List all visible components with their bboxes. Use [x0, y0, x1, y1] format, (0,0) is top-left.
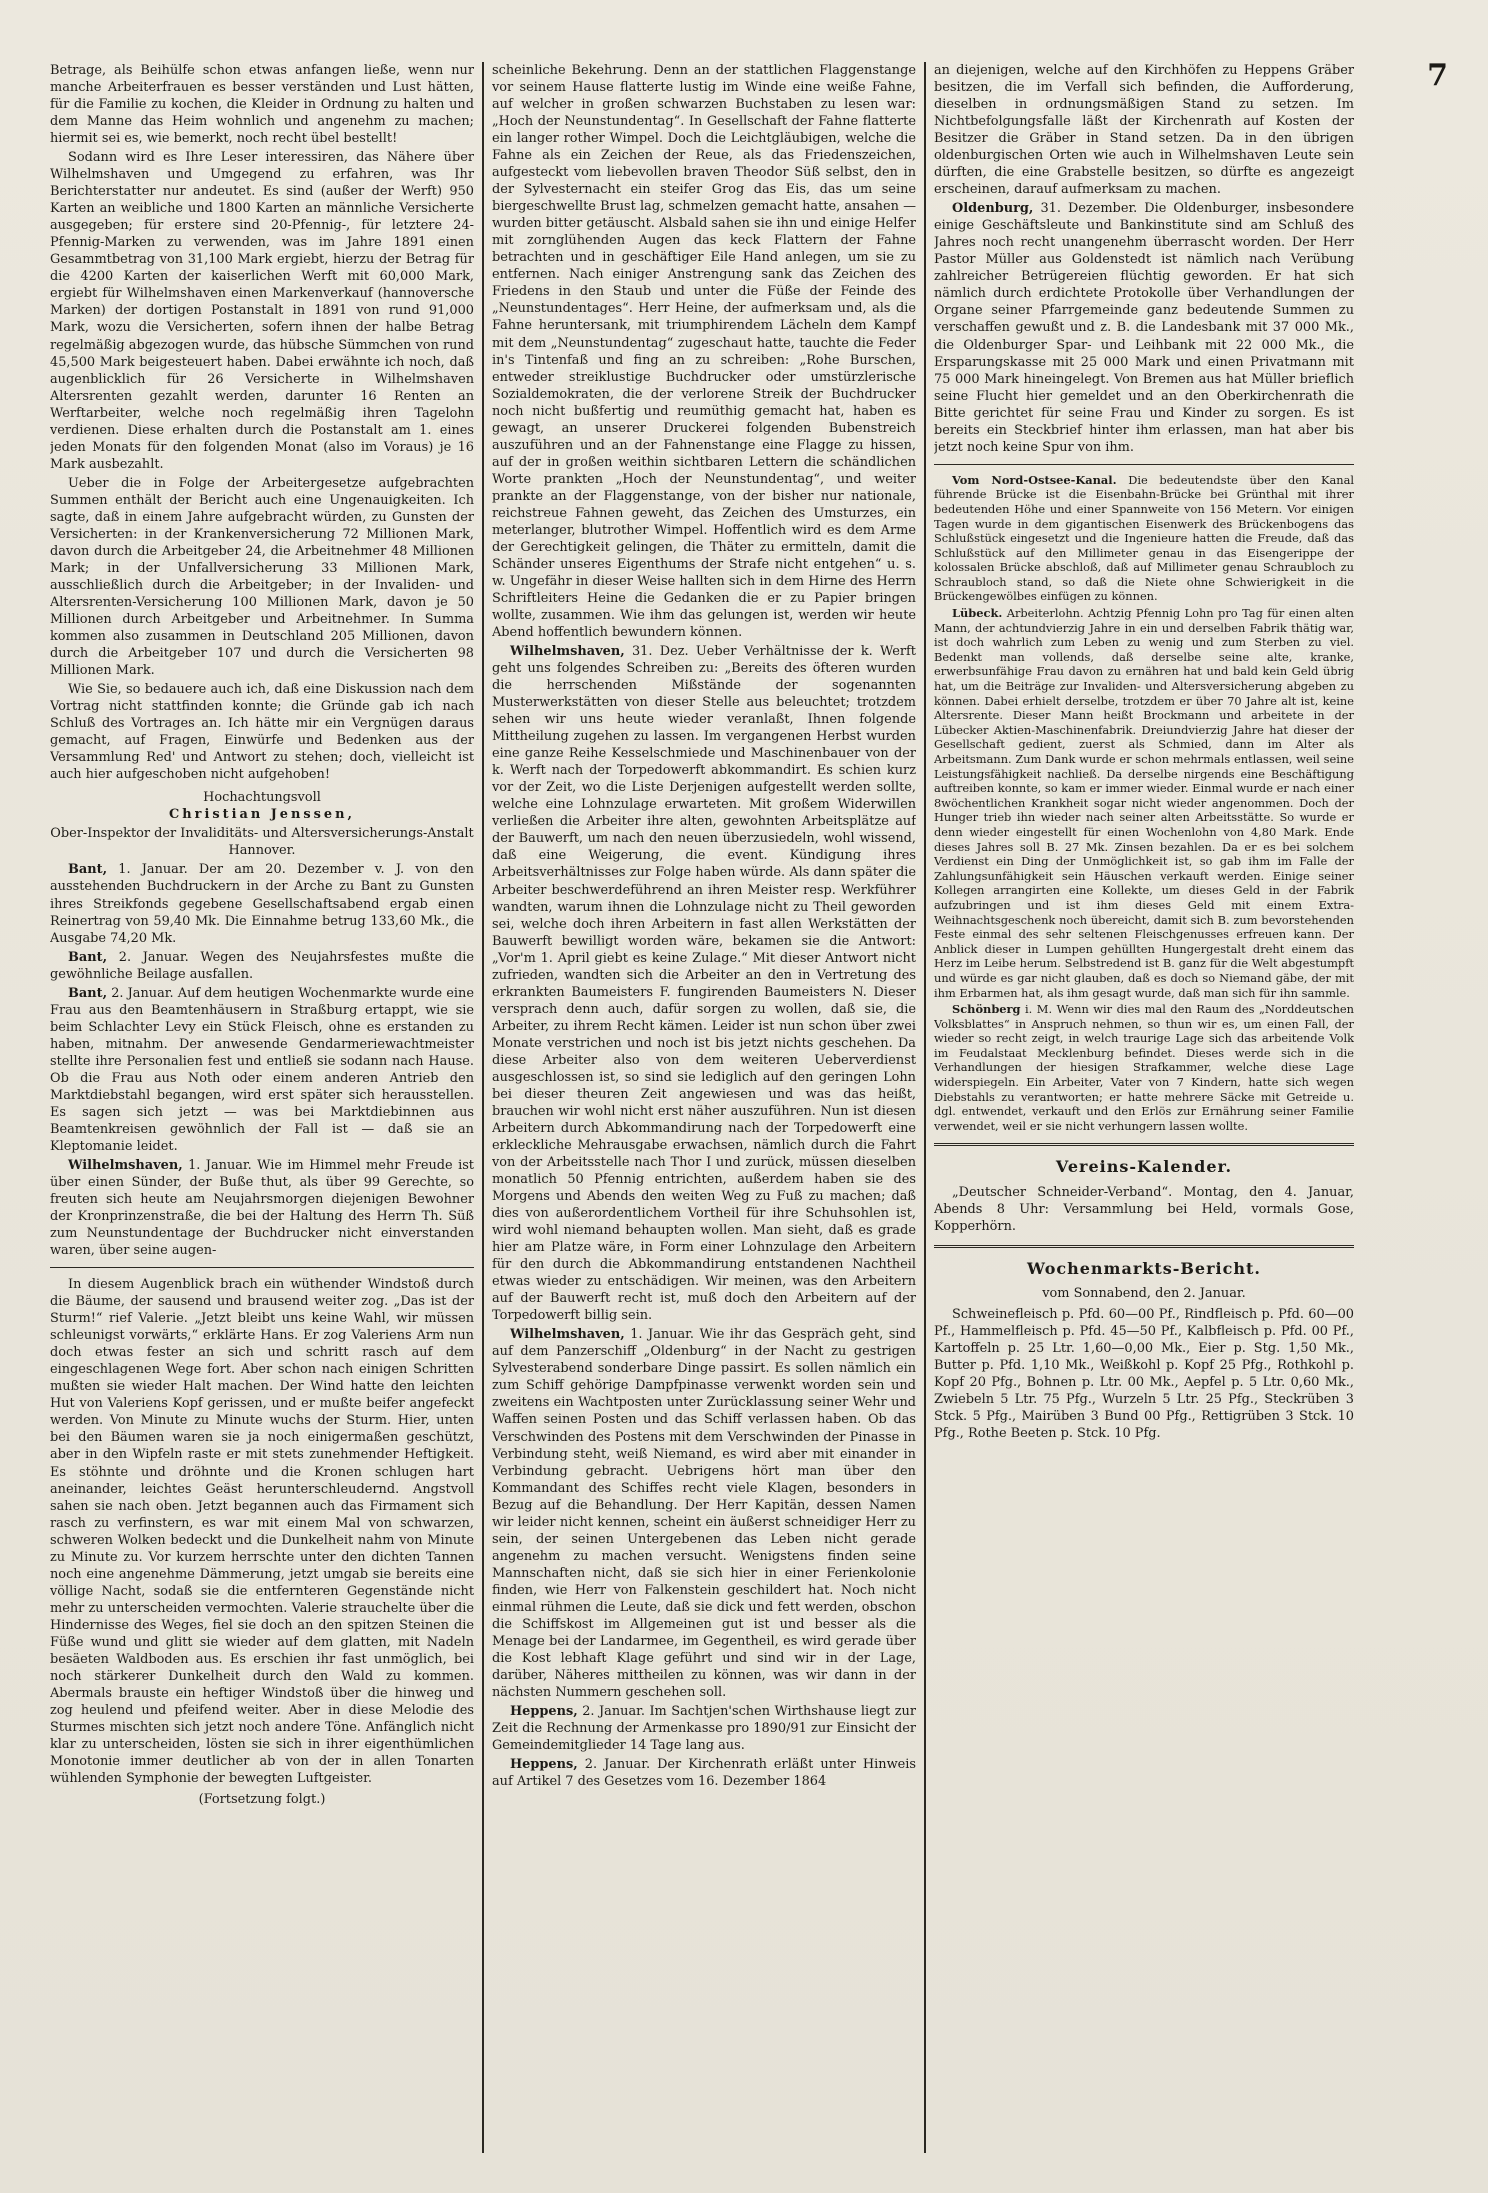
column-rule: [924, 62, 926, 2153]
news-item: scheinliche Bekehrung. Denn an der stattlichen Flaggenstange vor seinem Hause flatterte lustig im Winde eine weiße Fahne, auf welcher in großen schwarzen Buchstaben zu lesen war: „Hoch der Neunstundentag“. In Gesellschaft der Fahne flatterte ein langer rother Wimpel. Doch die Leichtgläubigen, welche die Fahne als ein Zeichen der Reue, als das Friedenszeichen, aufgesteckt vom liebevollen braven Theodor Süß selbst, den in der Sylvesternacht ein steifer Grog das Eis, das um seine biergeschwellte Brust lag, schmelzen gemacht hatte, ansahen — wurden bitter getäuscht. Alsbald sahen sie ihn und einige Helfer mit zornglühenden Augen das keck Flattern der Fahne betrachten und in geschäftiger Eile Hand anlegen, um sie zu entfernen. Nach einiger Anstrengung sank das Zeichen des Friedens in den Staub und unter die Füße der Feinde des „Neunstundentages“. Herr Heine, der aufmerksam und, als die Fahne heruntersank, mit triumphirendem Lächeln dem Kampf mit dem „Neunstundentag“ zugeschaut hatte, tauchte die Feder in's Tintenfaß und fing an zu schreiben: „Rohe Burschen, entweder streiklustige Buchdrucker oder umstürzlerische Sozialdemokraten, die der verlorene Streik der Buchdrucker noch nicht bußfertig und reumüthig gemacht hat, haben es gewagt, an unserer Druckerei folgenden Bubenstreich auszuführen und an der Fahnenstange eine Flagge zu hissen, auf der in großen weithin sichtbaren Lettern die schändlichen Worte prankten „Hoch der Neunstundentag“, und weiter prankte an der Flaggenstange, von der bisher nur nationale, reichstreue Fahnen geweht, das Zeichen des Umsturzes, ein meterlanger, blutrother Wimpel. Hoffentlich wird es dem Arme der Gerechtigkeit gelingen, die Thäter zu ermitteln, damit die Schänder unseres Eigenthums der Strafe nicht entgehen“ u. s. w. Ungefähr in dieser Weise hallten sich in dem Hirne des Herrn Schriftleiters Heine die Gedanken die er zu Papier bringen wollte, zusammen. Wie ihm das gelungen ist, werden wir heute Abend hoffentlich bewundern können.: [492, 63, 916, 641]
news-item: Lübeck. Arbeiterlohn. Achtzig Pfennig Lohn pro Tag für einen alten Mann, der achtundvierzig Jahre in ein und derselben Fabrik thätig war, ist doch wahrlich zum Leben zu wenig und zum Sterben zu viel. Bedenkt man vollends, daß derselbe seine alte, kranke, erwerbsunfähige Frau davon zu ernähren hat und bald kein Geld übrig hat, um die Beiträge zur Invaliden- und Altersversicherung abgeben zu können. Dabei erhielt derselbe, trotzdem er über 70 Jahre alt ist, keine Altersrente. Dieser Mann heißt Brockmann und arbeitete in der Lübecker Aktien-Maschinenfabrik. Dreiundvierzig Jahre hat dieser der Gesellschaft gedient, zuerst als Schmied, dann im Alter als Arbeitsmann. Zum Dank wurde er schon mehrmals entlassen, weil seine Leistungsfähigkeit nachließ. Da derselbe nirgends eine Beschäftigung auftreiben konnte, so kam er immer wieder. Einmal wurde er nach einer 8wöchentlichen Krankheit sogar nicht wieder angenommen. Doch der Hunger trieb ihn wieder nach seiner alten Arbeitsstätte. So wurde er denn wieder eingestellt für einen Wochenlohn von 4,80 Mark. Ende dieses Jahres soll B. 27 Mk. Zinsen bezahlen. Da er es bei solchem Verdienst ein Ding der Unmöglichkeit ist, so gab ihm im Falle der Zahlungsunfähigkeit sein Häuschen verkauft werden. Einige seiner Kollegen arrangirten eine Kollekte, um dieses Geld in der Fabrik aufzubringen und ist ihm dieses Geld mit einem Extra-Weihnachtsgeschenk noch übereicht, damit sich B. zum bevorstehenden Feste einmal des sehr seltenen Fleischgenusses erfreuen kann. Der Anblick dieser in Lumpen gehüllten Hungergestalt dreht einem das Herz im Leibe herum. Selbstredend ist B. ganz für die Welt abgestumpft und würde es gar nicht glauben, daß es doch so Niemand gäbe, der mit ihm Erbarmen hat, als ihm gesagt wurde, daß man sich für ihn sammle.: [934, 606, 1354, 1000]
page-number: 7: [1427, 58, 1448, 93]
news-item: Heppens, 2. Januar. Im Sachtjen'schen Wirthshause liegt zur Zeit die Rechnung der Armenkasse pro 1890/91 zur Einsicht der Gemeindemitglieder 14 Tage lang aus.: [492, 1704, 916, 1754]
dateline: Wilhelmshaven,: [510, 644, 625, 660]
news-item: Wilhelmshaven, 1. Januar. Wie im Himmel mehr Freude ist über einen Sünder, der Buße thut, als über 99 Gerechte, so freuten sich heute am Neujahrsmorgen diejenigen Bewohner der Kronprinzenstraße, die bei der Haltung des Herrn Th. Süß zum Neunstundentage der Buchdrucker nicht einverstanden waren, über seine augen-: [50, 1157, 474, 1259]
signature-name: Christian Jenssen,: [169, 807, 355, 823]
letter-paragraph: Sodann wird es Ihre Leser interessiren, das Nähere über Wilhelmshaven und Umgegend zu erfahren, was Ihr Berichterstatter nur andeutet. Es sind (außer der Werft) 950 Karten an weibliche und 1800 Karten an männliche Versicherte ausgegeben; für erstere sind 20-Pfennig-, für letztere 24-Pfennig-Marken zu verwenden, was im Jahre 1891 einen Gesammtbetrag von 31,100 Mark ergiebt, hierzu der Betrag für die 4200 Karten der kaiserlichen Werft mit 60,000 Mark, ergiebt für Wilhelmshaven einen Markenverkauf (hannoversche Marken) der dortigen Postanstalt in 1891 von rund 91,000 Mark, wozu die Versicherten, sofern ihnen der halbe Betrag regelmäßig abgezogen wurde, das hübsche Sümmchen von rund 45,500 Mark beigesteuert haben. Dabei erwähnte ich noch, daß augenblicklich für 26 Versicherte in Wilhelmshaven Altersrenten gezahlt werden, darunter 16 Renten an Werftarbeiter, welche noch regelmäßig ihren Tagelohn verdienen. Diese erhalten durch die Postanstalt am 1. eines jeden Monats für den folgenden Monat (also im Voraus) je 16 Mark ausbezahlt.: [50, 150, 474, 472]
dateline: Wilhelmshaven,: [510, 1327, 625, 1343]
section-rule: [934, 464, 1354, 465]
letter-paragraph: Wie Sie, so bedauere auch ich, daß eine Diskussion nach dem Vortrag nicht stattfinden konnte; die Gründe gab ich nach Schluß des Vortrages an. Ich hätte mir ein Vergnügen daraus gemacht, auf Fragen, Einwürfe und Bedenken aus der Versammlung Red' und Antwort zu stehen; doch, vielleicht ist auch hier aufgeschoben nicht aufgehoben!: [50, 682, 474, 783]
section-rule: [50, 1267, 474, 1268]
dateline: Vom Nord-Ostsee-Kanal.: [952, 472, 1117, 487]
section-rule: [934, 1143, 1354, 1146]
market-report-title: Wochenmarkts-Bericht.: [1027, 1258, 1261, 1278]
letter-paragraph: Betrage, als Beihülfe schon etwas anfangen ließe, wenn nur manche Arbeiterfrauen es besser verständen und Lust hätten, für die Familie zu kochen, die Kleider in Ordnung zu halten und dem Manne das Heim wohnlich und angenehm zu machen; hiermit sei es, wie bemerkt, noch recht übel bestellt!: [50, 63, 474, 147]
dateline: Heppens,: [510, 1704, 578, 1719]
market-report-prices: Schweinefleisch p. Pfd. 60—00 Pf., Rindfleisch p. Pfd. 60—00 Pf., Hammelfleisch p. Pfd. 45—50 Pf., Kalbfleisch p. Pfd. 00 Pf., Kartoffeln p. 25 Ltr. 1,60—0,00 Mk., Eier p. Stg. 1,50 Mk., Butter p. Pfd. 1,10 Mk., Weißkohl p. Kopf 25 Pfg., Rothkohl p. Kopf 20 Pfg., Bohnen p. Ltr. 00 Mk., Aepfel p. 5 Ltr. 0,60 Mk., Zwiebeln 5 Ltr. 75 Pfg., Wurzeln 5 Ltr. 25 Pfg., Steckrüben 3 Stck. 5 Pfg., Mairüben 3 Bund 00 Pfg., Rettigrüben 3 Stck. 10 Pfg., Rothe Beeten p. Stck. 10 Pfg.: [934, 1306, 1354, 1441]
column-2: [492, 62, 916, 2163]
news-item: Bant, 2. Januar. Auf dem heutigen Wochenmarkte wurde eine Frau aus den Beamtenhäusern in Straßburg ertappt, wie sie beim Schlachter Levy ein Stück Fleisch, ohne es erstanden zu haben, mitnahm. Der anwesende Gendarmeriewachtmeister stellte ihre Personalien fest und entließ sie sodann nach Hause. Ob die Frau aus Noth oder einem anderen Antrieb den Marktdiebstahl begangen, wird erst später sich herausstellen. Es sagen sich jetzt — was bei Marktdiebinnen aus Beamtenkreisen gewöhnlich der Fall ist — daß sie an Kleptomanie leidet.: [50, 985, 474, 1154]
news-item: an diejenigen, welche auf den Kirchhöfen zu Heppens Gräber besitzen, die im Verfall sich befinden, die Aufforderung, dieselben in ordnungsmäßigen Stand zu setzen. Im Nichtbefolgungsfalle läßt der Kirchenrath auf Kosten der Besitzer die Gräber in Stand setzen. Da in den übrigen oldenburgischen Orten wie auch in Wilhelmshaven Leute sein dürften, die eine Grabstelle besitzen, so dürfte es angezeigt erscheinen, darauf aufmerksam zu machen.: [934, 63, 1354, 198]
column-1: [50, 62, 474, 2163]
news-item: Schönberg i. M. Wenn wir dies mal den Raum des „Norddeutschen Volksblattes“ in Anspruch nehmen, so thun wir es, um einen Fall, der wieder so recht zeigt, in welch traurige Lage sich das arbeitende Volk im Feudalstaat Mecklenburg befindet. Dieses werde sich in die Verhandlungen der hiesigen Strafkammer, welche diese Lage widerspiegeln. Ein Arbeiter, Vater von 7 Kindern, hatte sich wegen Diebstahls zu verantworten; er hatte mehrere Säcke mit Getreide u. dgl. entwendet, verkauft und den Erlös zur Ernährung seiner Familie verwendet, weil er sie nicht verhungern lassen wollte.: [934, 1002, 1354, 1133]
signature-title: Ober-Inspektor der Invaliditäts- und Altersversicherungs-Anstalt Hannover.: [50, 826, 474, 859]
dateline: Wilhelmshaven,: [68, 1157, 183, 1173]
section-rule: [934, 1245, 1354, 1248]
letter-paragraph: Ueber die in Folge der Arbeitergesetze aufgebrachten Summen enthält der Bericht auch eine Ungenauigkeiten. Ich sagte, daß in einem Jahre aufgebracht würden, zu Gunsten der Versicherten: in der Krankenversicherung 72 Millionen Mark, davon durch die Arbeitgeber 24, die Arbeitnehmer 48 Millionen Mark; in der Unfallversicherung 33 Millionen Mark, ausschließlich durch die Arbeitgeber; in der Invaliden- und Altersrenten-Versicherung 100 Millionen Mark, davon je 50 Millionen durch Arbeitgeber und Arbeitnehmer. In Summa kommen also zusammen in Deutschland 205 Millionen, davon durch die Arbeitgeber 107 und durch die Versicherten 98 Millionen Mark.: [50, 475, 474, 679]
dateline: Lübeck.: [952, 606, 1003, 621]
dateline: Bant,: [68, 949, 108, 965]
news-item: Bant, 2. Januar. Wegen des Neujahrsfestes mußte die gewöhnliche Beilage ausfallen.: [50, 949, 474, 982]
signature-greeting: Hochachtungsvoll: [203, 790, 321, 806]
dateline: Schönberg: [952, 1002, 1021, 1017]
news-item: Wilhelmshaven, 1. Januar. Wie ihr das Gespräch geht, sind auf dem Panzerschiff „Oldenburg“ in der Nacht zu gestrigen Sylvesterabend sonderbare Dinge passirt. Es sollen nämlich ein zum Schiff gehörige Dampfpinasse verwenkt worden sein und zweitens ein Wachtposten unter Zurücklassung seiner Wehr und Waffen seinen Posten und das Schiff verlassen haben. Ob das Verschwinden des Postens mit dem Verschwinden der Pinasse in Verbindung steht, weiß Niemand, es wird aber mit einander in Verbindung gebracht. Uebrigens hört man über den Kommandant des Schiffes recht viele Klagen, besonders in Bezug auf die Behandlung. Der Herr Kapitän, dessen Namen wir leider nicht kennen, scheint ein äußerst schneidiger Herr zu sein, der seinen Untergebenen das Leben nicht gerade angenehm zu machen versucht. Wenigstens finden seine Mannschaften nicht, daß sie sich hier in einer Ferienkolonie finden, wie Herr von Falkenstein geschildert hat. Noch nicht einmal rühmen die Leute, daß sie dick und fett werden, obschon die Schiffskost im Allgemeinen gut ist und besser als die Menage bei der Landarmee, im Gegentheil, es wird gerade über die Kost lebhaft Klage geführt und sind wir in der Lage, darüber, Näheres mittheilen zu können, was wir dann in der nächsten Nummern geschehen soll.: [492, 1327, 916, 1700]
news-item: Bant, 1. Januar. Der am 20. Dezember v. J. von den ausstehenden Buchdruckern in der Arche zu Bant zu Gunsten ihres Streikfonds gegebene Gesellschaftsabend ergab einen Reinertrag von 59,40 Mk. Die Einnahme betrug 133,60 Mk., die Ausgabe 74,20 Mk.: [50, 862, 474, 946]
club-calendar-title: Vereins-Kalender.: [1055, 1157, 1233, 1177]
serial-story: In diesem Augenblick brach ein wüthender Windstoß durch die Bäume, der sausend und brausend weiter zog. „Das ist der Sturm!“ rief Valerie. „Jetzt bleibt uns keine Wahl, wir müssen schleunigst vorwärts,“ erklärte Hans. Er zog Valeriens Arm nun doch etwas fester an sich und schritt rasch auf dem eingeschlagenen Wege fort. Aber schon nach einigen Schritten mußten sie wieder Halt machen. Der Wind hatte den leichten Hut von Valeriens Kopf gerissen, und er mußte beifer angefeckt werden. Von Minute zu Minute wuchs der Sturm. Hier, unten bei den Bäumen waren sie ja noch einigermaßen geschützt, aber in den Wipfeln raste er mit stets zunehmender Heftigkeit. Es stöhnte und dröhnte und die Kronen schlugen hart aneinander, leichtes Geäst herunterschleudernd. Angstvoll sahen sie nach oben. Jetzt begannen auch das Firmament sich rasch zu verfinstern, es war mit einem Mal von schwarzen, schweren Wolken bedeckt und die Dunkelheit nahm von Minute zu Minute zu. Vor kurzem herrschte unter den dichten Tannen noch eine angenehme Dämmerung, jetzt umgab sie bereits eine völlige Nacht, sodaß sie die entfernteren Gegenstände nicht mehr zu unterscheiden vermochten. Valerie strauchelte über die Hindernisse des Weges, fiel sie doch an den spitzen Steinen die Füße wund und glitt sie wieder auf dem glatten, mit Nadeln besäeten Waldboden aus. Es erschien ihr fast unmöglich, bei noch stärkerer Dunkelheit durch den Wald zu kommen. Abermals brauste ein heftiger Windstoß über die hinweg und zog heulend und pfeifend weiter. Aber in diese Melodie des Sturmes mischten sich jetzt noch andere Töne. Anfänglich nicht klar zu unterscheiden, lösten sie sich in ihrer eigenthümlichen Monotonie immer deutlicher ab von der in allen Tonarten wühlenden Symphonie der bewegten Luftgeister.: [50, 1277, 474, 1787]
dateline: Bant,: [68, 985, 108, 1001]
dateline: Oldenburg,: [952, 201, 1034, 217]
news-item: Wilhelmshaven, 31. Dez. Ueber Verhältnisse der k. Werft geht uns folgendes Schreiben zu: „Bereits des öfteren wurden die herrschenden Mißstände der sogenannten Musterwerkstätten von dieser Stelle aus beleuchtet; trotzdem sehen wir uns heute wieder veranlaßt, Ihnen folgende Mittheilung zugehen zu lassen. Im vergangenen Herbst wurden eine ganze Reihe Kesselschmiede und Maschinenbauer von der k. Werft nach der Torpedowerft abkommandirt. Es schien kurz vor der Zeit, wo die Liste Derjenigen aufgestellt werden sollte, welche eine Lohnzulage erwarteten. Mit großem Widerwillen verließen die Arbeiter ihre alten, gewohnten Arbeitsplätze auf der Bauwerft, um nach den neuen überzusiedeln, wohl wissend, daß eine Weigerung, die event. Kündigung ihres Arbeitsverhältnisses zur Folge haben würde. Als dann später die Arbeiter beschwerdeführend an ihren Meister resp. Werkführer wandten, warum ihnen die Lohnzulage nicht zu Theil geworden sei, welche doch ihren Arbeitern in fast allen Werkstätten der Bauwerft bewilligt worden wäre, bekamen sie die Antwort: „Vor'm 1. April giebt es keine Zulage.“ Mit dieser Antwort nicht zufrieden, wandten sich die Arbeiter an den in Vertretung des erkrankten Baumeisters F. fungirenden Baumeisters N. Dieser versprach denn auch, dafür sorgen zu wollen, daß sie, die Arbeiter, zu ihrem Recht kämen. Leider ist nun schon über zwei Monate verstrichen und noch ist bis jetzt nichts geschehen. Da diese Arbeiter also von dem weiteren Ueberverdienst ausgeschlossen ist, so sind sie lediglich auf den geringen Lohn bei dieser theuren Zeit angewiesen und was das heißt, brauchen wir wohl nicht erst näher auszuführen. Nun ist diesen Arbeitern durch Abkommandirung nach der Torpedowerft eine erkleckliche Mehrausgabe erwachsen, nämlich durch die Fahrt von der Arbeitsstelle nach Thor I und zurück, müssen dieselben monatlich 50 Pfennig entrichten, außerdem haben sie des Morgens und Abends den weiten Weg zu Fuß zu machen; daß dies von außerordentlichem Vortheil für ihre Schuhsohlen ist, wird wohl niemand behaupten wollen. Man sieht, daß es grade hier am Platze wäre, in Form einer Lohnzulage den Arbeitern für den durch die Abkommandirung entstandenen Nachtheil etwas wieder zu entschädigen. Wir meinen, was den Arbeitern auf der Bauwerft recht ist, muß doch den Arbeitern auf der Torpedowerft billig sein.: [492, 644, 916, 1324]
column-rule: [482, 62, 484, 2153]
dateline: Heppens,: [510, 1757, 578, 1773]
dateline: Bant,: [68, 862, 108, 878]
news-item: Heppens, 2. Januar. Der Kirchenrath erläßt unter Hinweis auf Artikel 7 des Gesetzes vom 16. Dezember 1864: [492, 1757, 916, 1790]
column-3: [934, 62, 1354, 2163]
news-item: Vom Nord-Ostsee-Kanal. Die bedeutendste über den Kanal führende Brücke ist die Eisenbahn-Brücke bei Grünthal mit ihrer bedeutenden Höhe und einer Spannweite von 156 Metern. Vor einigen Tagen wurde in dem gigantischen Eisenwerk des Brückenbogens das Schlußstück eingesetzt und die Ingenieure hatten die Freude, daß das Schlußstück auf den Millimeter genau in das Eisengerippe der kolossalen Brücke abschloß, daß auf Millimeter genau Schraubloch zu Schraubloch stand, so daß die Niete ohne Schwierigkeit in die Brückengewölbes einfügen zu können.: [934, 472, 1354, 604]
continuation-note: (Fortsetzung folgt.): [198, 1792, 326, 1808]
market-report-date: vom Sonnabend, den 2. Januar.: [1042, 1285, 1246, 1301]
news-item: Oldenburg, 31. Dezember. Die Oldenburger, insbesondere einige Geschäftsleute und Bankinstitute sind am Schluß des Jahres noch recht unangenehm überrascht worden. Der Herr Pastor Müller aus Goldenstedt ist nämlich nach Verübung zahlreicher Betrügereien flüchtig geworden. Er hat sich nämlich durch erdichtete Protokolle über Verhandlungen der Organe seiner Pfarrgemeinde ganz bedeutende Summen zu verschaffen gewußt und z. B. die Landesbank mit 37 000 Mk., die Oldenburger Spar- und Leihbank mit 22 000 Mk., die Ersparungskasse mit 25 000 Mark und einen Privatmann mit 75 000 Mark hineingelegt. Von Bremen aus hat Müller brieflich seine Flucht hier gemeldet und an den Oberkirchenrath die Bitte gerichtet für seine Frau und Kinder zu sorgen. Es ist bereits ein Steckbrief hinter ihm erlassen, man hat aber bis jetzt noch keine Spur von ihm.: [934, 201, 1354, 455]
club-calendar-entry: „Deutscher Schneider-Verband“. Montag, den 4. Januar, Abends 8 Uhr: Versammlung bei Held, vormals Gose, Kopperhörn.: [934, 1184, 1354, 1234]
